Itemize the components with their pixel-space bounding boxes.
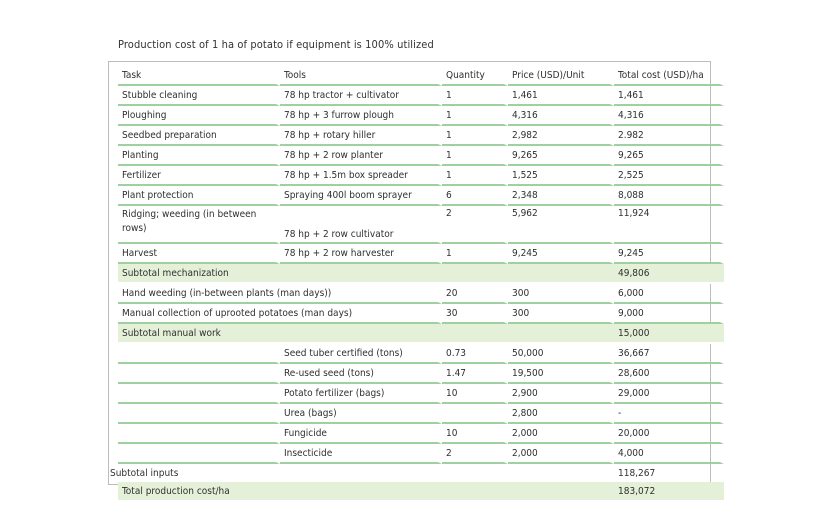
cell-quantity: 6 — [442, 186, 508, 206]
header-task: Task — [118, 66, 280, 86]
cell-task: Hand weeding (in-between plants (man days)) — [118, 284, 442, 304]
header-tools: Tools — [280, 66, 442, 86]
cell-price: 2,800 — [508, 404, 614, 424]
header-total: Total cost (USD)/ha — [614, 66, 724, 86]
cell-price: 2,000 — [508, 424, 614, 444]
subtotal-value: 118,267 — [618, 467, 656, 479]
cell-total: 28,600 — [614, 364, 724, 384]
cell-task: Ploughing — [118, 106, 280, 126]
cell-total: 9,265 — [614, 146, 724, 166]
cell-total: 2,525 — [614, 166, 724, 186]
cell-quantity: 0.73 — [442, 344, 508, 364]
cell-total: 20,000 — [614, 424, 724, 444]
cell-task: Harvest — [118, 244, 280, 264]
cell-task: Seedbed preparation — [118, 126, 280, 146]
table-row — [118, 404, 724, 424]
total-label: Total production cost/ha — [118, 482, 614, 500]
header-price: Price (USD)/Unit — [508, 66, 614, 86]
cell-price: 1,525 — [508, 166, 614, 186]
cell-price: 19,500 — [508, 364, 614, 384]
cell-quantity: 1 — [442, 106, 508, 126]
cell-quantity: 1 — [442, 244, 508, 264]
cell-empty — [118, 364, 280, 384]
table-row — [118, 86, 724, 106]
table-caption: Production cost of 1 ha of potato if equipment is 100% utilized — [118, 38, 434, 51]
cell-price: 300 — [508, 304, 614, 324]
cell-price: 300 — [508, 284, 614, 304]
cell-price: 2,900 — [508, 384, 614, 404]
subtotal-row — [118, 324, 724, 344]
cell-price: 1,461 — [508, 86, 614, 106]
cell-tools: Urea (bags) — [280, 404, 442, 424]
cell-total: 8,088 — [614, 186, 724, 206]
cell-quantity: 10 — [442, 384, 508, 404]
cell-tools: 78 hp + 1.5m box spreader — [280, 166, 442, 186]
cell-quantity: 20 — [442, 284, 508, 304]
cell-price: 4,316 — [508, 106, 614, 126]
cell-price: 2,348 — [508, 186, 614, 206]
cell-quantity — [442, 404, 508, 424]
cell-total: 1,461 — [614, 86, 724, 106]
cell-task: Manual collection of uprooted potatoes (man days) — [118, 304, 442, 324]
cell-task: Fertilizer — [118, 166, 280, 186]
header-row — [118, 66, 724, 86]
cell-empty — [118, 404, 280, 424]
table-row — [118, 364, 724, 384]
cell-quantity: 2 — [442, 444, 508, 464]
cell-tools: Spraying 400l boom sprayer — [280, 186, 442, 206]
cell-quantity: 1 — [442, 86, 508, 106]
cell-quantity: 1 — [442, 166, 508, 186]
cell-tools: Seed tuber certified (tons) — [280, 344, 442, 364]
subtotal-row — [118, 264, 724, 284]
subtotal-label: Subtotal inputs — [110, 467, 179, 479]
cell-price: 50,000 — [508, 344, 614, 364]
cell-task: Plant protection — [118, 186, 280, 206]
subtotal-row — [118, 464, 724, 482]
cell-total: 9,245 — [614, 244, 724, 264]
total-row — [118, 482, 724, 500]
table-row — [118, 106, 724, 126]
cell-total: 4,000 — [614, 444, 724, 464]
cell-total: 6,000 — [614, 284, 724, 304]
cell-empty — [118, 444, 280, 464]
cell-tools: 78 hp + 2 row cultivator — [280, 206, 442, 244]
table-row — [118, 444, 724, 464]
cell-total: 29,000 — [614, 384, 724, 404]
cell-total: - — [614, 404, 724, 424]
cell-empty — [118, 344, 280, 364]
cell-task: Ridging; weeding (in between rows) — [118, 206, 280, 244]
subtotal-value: 49,806 — [614, 264, 724, 284]
cell-tools: Fungicide — [280, 424, 442, 444]
table-row — [118, 126, 724, 146]
total-value: 183,072 — [614, 482, 724, 500]
table-row — [118, 244, 724, 264]
cell-total: 2.982 — [614, 126, 724, 146]
table-row — [118, 206, 724, 244]
cell-tools: 78 hp + rotary hiller — [280, 126, 442, 146]
cell-tools: 78 hp + 2 row planter — [280, 146, 442, 166]
cell-price: 2,982 — [508, 126, 614, 146]
cell-quantity: 10 — [442, 424, 508, 444]
cell-total: 36,667 — [614, 344, 724, 364]
cost-table — [110, 66, 724, 500]
cell-total: 4,316 — [614, 106, 724, 126]
cell-task: Stubble cleaning — [118, 86, 280, 106]
cell-total: 11,924 — [614, 206, 724, 244]
cell-price: 2,000 — [508, 444, 614, 464]
cell-quantity: 1 — [442, 126, 508, 146]
cell-price: 9,265 — [508, 146, 614, 166]
subtotal-value: 15,000 — [614, 324, 724, 344]
table-row — [118, 186, 724, 206]
cell-quantity: 30 — [442, 304, 508, 324]
cell-tools: Insecticide — [280, 444, 442, 464]
cell-quantity: 1.47 — [442, 364, 508, 384]
cell-price: 5,962 — [508, 206, 614, 244]
cell-tools: 78 hp tractor + cultivator — [280, 86, 442, 106]
cell-empty — [118, 424, 280, 444]
cell-task: Planting — [118, 146, 280, 166]
table-row — [118, 146, 724, 166]
subtotal-label: Subtotal mechanization — [118, 264, 614, 284]
table-row — [118, 284, 724, 304]
cell-empty — [118, 384, 280, 404]
cell-tools: Re-used seed (tons) — [280, 364, 442, 384]
table-row — [118, 384, 724, 404]
cell-tools: 78 hp + 3 furrow plough — [280, 106, 442, 126]
cell-quantity: 1 — [442, 146, 508, 166]
header-quantity: Quantity — [442, 66, 508, 86]
cell-price: 9,245 — [508, 244, 614, 264]
cell-quantity: 2 — [442, 206, 508, 244]
cell-tools: 78 hp + 2 row harvester — [280, 244, 442, 264]
table-row — [118, 304, 724, 324]
table-row — [118, 424, 724, 444]
cell-tools: Potato fertilizer (bags) — [280, 384, 442, 404]
cell-total: 9,000 — [614, 304, 724, 324]
subtotal-label: Subtotal manual work — [118, 324, 614, 344]
table-row — [118, 166, 724, 186]
table-row — [118, 344, 724, 364]
